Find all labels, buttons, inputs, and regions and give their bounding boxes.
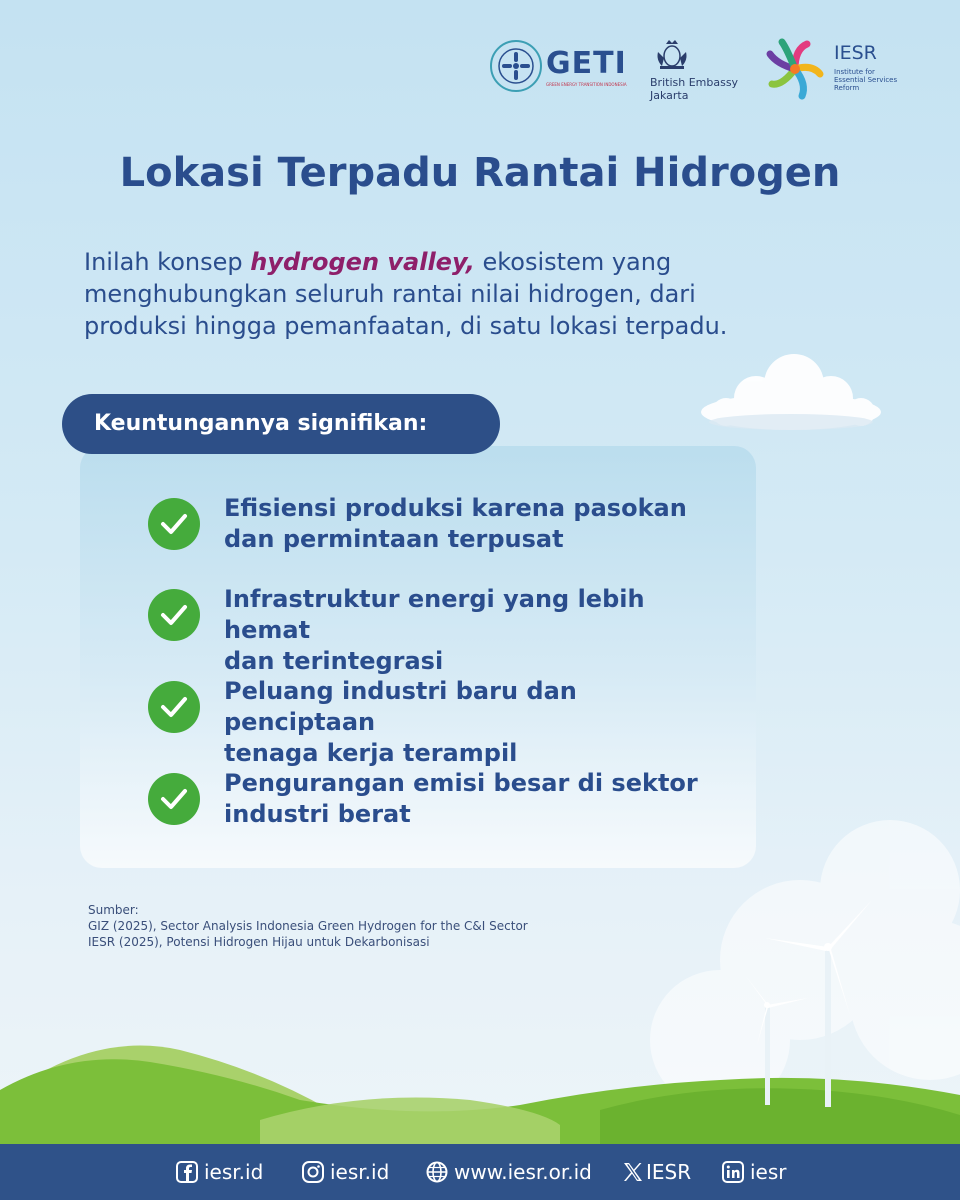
- check-icon: [148, 681, 200, 733]
- partner-logos: [490, 34, 910, 114]
- instagram-icon: [302, 1161, 324, 1183]
- benefit-item: [148, 677, 708, 767]
- intro-prefix: Inilah konsep: [84, 248, 251, 276]
- source-item: IESR (2025), Potensi Hidrogen Hijau untuk Dekarbonisasi: [88, 935, 430, 949]
- iesr-fullname: [834, 68, 914, 92]
- footer-instagram[interactable]: [302, 1144, 389, 1200]
- benefit-text: [224, 584, 724, 677]
- iesr-swirl-icon: [762, 34, 828, 104]
- geti-logo: [490, 40, 630, 100]
- facebook-icon: [176, 1161, 198, 1183]
- benefit-line-1: Peluang industri baru dan penciptaan: [224, 677, 577, 736]
- x-icon: [622, 1161, 644, 1183]
- source-item: GIZ (2025), Sector Analysis Indonesia Green Hydrogen for the C&I Sector: [88, 919, 528, 933]
- check-icon: [148, 589, 200, 641]
- benefit-line-1: Efisiensi produksi karena pasokan: [224, 494, 687, 522]
- intro-paragraph: [84, 246, 804, 342]
- intro-highlight: hydrogen valley,: [250, 248, 475, 276]
- page-title: Lokasi Terpadu Rantai Hidrogen: [119, 150, 841, 196]
- benefit-item: [148, 585, 708, 675]
- benefit-line-1: Infrastruktur energi yang lebih hemat: [224, 585, 645, 644]
- facebook-handle: iesr.id: [204, 1160, 264, 1184]
- geti-wordmark: GETI: [546, 46, 627, 81]
- geti-emblem-icon: [490, 40, 542, 92]
- check-icon: [148, 498, 200, 550]
- benefit-text: [224, 676, 724, 769]
- royal-crest-icon: [654, 38, 690, 70]
- benefit-line-2: industri berat: [224, 800, 411, 828]
- benefit-item: [148, 494, 708, 558]
- linkedin-icon: [722, 1161, 744, 1183]
- x-handle: IESR: [646, 1160, 692, 1184]
- footer-bar: [0, 1144, 960, 1200]
- benefits-heading: Keuntungannya signifikan:: [62, 394, 500, 454]
- footer-website[interactable]: [426, 1144, 592, 1200]
- embassy-line-1: British Embassy: [650, 76, 739, 89]
- cloud-illustration: [696, 350, 886, 440]
- benefit-line-2: dan permintaan terpusat: [224, 525, 564, 553]
- instagram-handle: iesr.id: [330, 1160, 390, 1184]
- footer-linkedin[interactable]: [722, 1144, 787, 1200]
- embassy-line-2: Jakarta: [650, 89, 689, 102]
- footer-facebook[interactable]: [176, 1144, 263, 1200]
- iesr-logo: [762, 34, 912, 110]
- iesr-line-2: Essential Services: [834, 76, 898, 84]
- intro-suffix: ekosistem yang menghubungkan seluruh rantai nilai hidrogen, dari produksi hingga pemanfaatan, di satu lokasi terpadu.: [84, 248, 728, 340]
- iesr-line-1: Institute for: [834, 68, 875, 76]
- globe-icon: [426, 1161, 448, 1183]
- benefit-line-2: tenaga kerja terampil: [224, 739, 518, 767]
- footer-x[interactable]: [622, 1144, 691, 1200]
- landscape-illustration: [0, 800, 960, 1150]
- benefit-text: [224, 493, 724, 555]
- embassy-name: [650, 76, 738, 102]
- iesr-line-3: Reform: [834, 84, 860, 92]
- website-url: www.iesr.or.id: [454, 1160, 592, 1184]
- geti-tagline: GREEN ENERGY TRANSITION INDONESIA: [546, 82, 627, 87]
- iesr-wordmark: IESR: [834, 42, 877, 64]
- sources-label: Sumber:: [88, 903, 139, 917]
- linkedin-handle: iesr: [750, 1160, 787, 1184]
- benefit-line-1: Pengurangan emisi besar di sektor: [224, 769, 698, 797]
- benefit-line-2: dan terintegrasi: [224, 647, 444, 675]
- british-embassy-logo: [646, 38, 746, 108]
